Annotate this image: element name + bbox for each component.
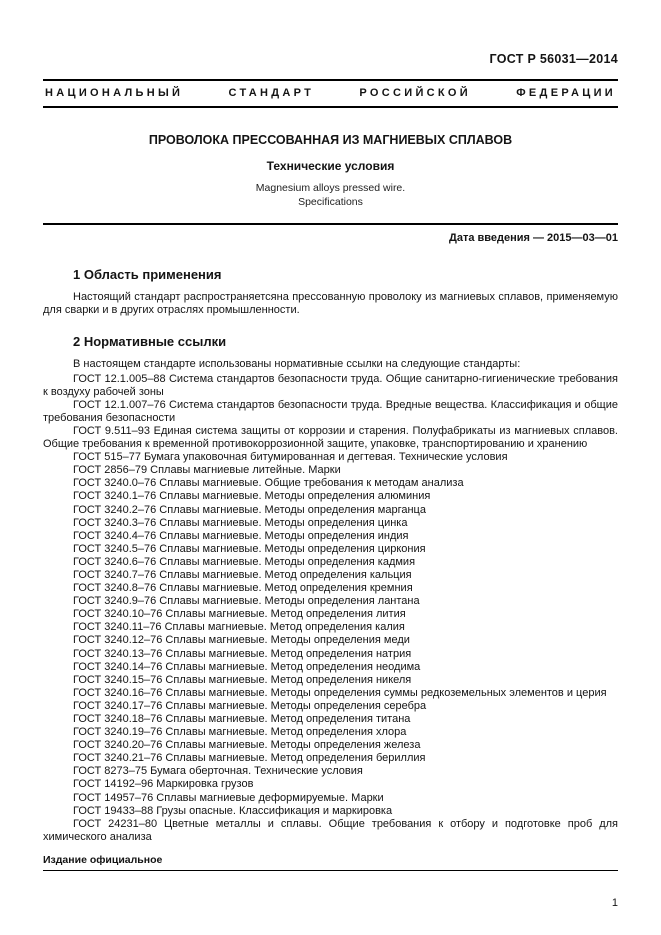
title-block: [43, 133, 618, 209]
page-footer: [43, 848, 618, 909]
document-title: ПРОВОЛОКА ПРЕССОВАННАЯ ИЗ МАГНИЕВЫХ СПЛАВОВ: [148, 133, 513, 147]
document-subtitle: Технические условия: [266, 159, 395, 173]
reference-item: ГОСТ 3240.4–76 Сплавы магниевые. Методы определения индия: [73, 529, 409, 542]
reference-item: ГОСТ 3240.20–76 Сплавы магниевые. Методы определения железа: [73, 739, 421, 752]
reference-item: ГОСТ 14192–96 Маркировка грузов: [73, 778, 254, 791]
reference-item: ГОСТ 3240.15–76 Сплавы магниевые. Метод определения никеля: [73, 673, 412, 686]
section-1-heading: 1 Область применения: [73, 267, 222, 283]
section-2-intro: В настоящем стандарте использованы нормативные ссылки на следующие стандарты:: [73, 358, 521, 371]
reference-item: ГОСТ 24231–80 Цветные металлы и сплавы. Общие требования к отбору и подготовке проб для химического анализа: [43, 817, 618, 843]
references-list: [43, 373, 618, 844]
reference-item: ГОСТ 3240.13–76 Сплавы магниевые. Метод определения натрия: [73, 647, 412, 660]
reference-item: ГОСТ 3240.2–76 Сплавы магниевые. Методы определения марганца: [73, 503, 426, 516]
footer-divider: [43, 870, 618, 871]
reference-item: ГОСТ 3240.5–76 Сплавы магниевые. Методы определения циркония: [73, 542, 426, 555]
title-english-line1: Magnesium alloys pressed wire.: [255, 182, 406, 194]
reference-item: ГОСТ 8273–75 Бумага оберточная. Технические условия: [73, 765, 363, 778]
reference-item: ГОСТ 3240.3–76 Сплавы магниевые. Методы определения цинка: [73, 516, 408, 529]
effective-date: Дата введения — 2015—03—01: [449, 232, 618, 245]
reference-item: ГОСТ 3240.10–76 Сплавы магниевые. Метод определения лития: [73, 608, 406, 621]
reference-item: ГОСТ 12.1.005–88 Система стандартов безопасности труда. Общие санитарно-гигиенические требования к воздуху рабочей зоны: [43, 372, 618, 398]
reference-item: ГОСТ 3240.7–76 Сплавы магниевые. Метод определения кальция: [73, 568, 412, 581]
page-number: 1: [611, 897, 618, 909]
reference-item: ГОСТ 3240.18–76 Сплавы магниевые. Метод определения титана: [73, 713, 411, 725]
reference-item: ГОСТ 12.1.007–76 Система стандартов безопасности труда. Вредные вещества. Классификация и общие требования безопасности: [43, 398, 618, 424]
reference-item: ГОСТ 3240.9–76 Сплавы магниевые. Методы определения лантана: [73, 595, 420, 608]
section-2-heading: 2 Нормативные ссылки: [73, 334, 227, 350]
title-english: [43, 182, 618, 209]
standard-type-banner: НАЦИОНАЛЬНЫЙ СТАНДАРТ РОССИЙСКОЙ ФЕДЕРАЦИИ: [43, 79, 618, 108]
doc-code: ГОСТ Р 56031—2014: [489, 52, 618, 66]
reference-item: ГОСТ 3240.6–76 Сплавы магниевые. Методы определения кадмия: [73, 555, 416, 568]
reference-item: ГОСТ 3240.11–76 Сплавы магниевые. Метод определения калия: [73, 621, 405, 634]
reference-item: ГОСТ 9.511–93 Единая система защиты от коррозии и старения. Полуфабрикаты из магниевых сплавов. Общие требования к временной противокоррозионной защите, упаковке, транспортированию и хранению: [43, 424, 618, 451]
reference-item: ГОСТ 3240.12–76 Сплавы магниевые. Методы определения меди: [73, 634, 410, 647]
title-english-line2: Specifications: [298, 195, 363, 208]
reference-item: ГОСТ 14957–76 Сплавы магниевые деформируемые. Марки: [73, 791, 384, 804]
reference-item: ГОСТ 3240.17–76 Сплавы магниевые. Методы определения серебра: [73, 699, 427, 712]
reference-item: ГОСТ 2856–79 Сплавы магниевые литейные. Марки: [73, 464, 341, 477]
header-divider: [43, 223, 618, 225]
reference-item: ГОСТ 19433–88 Грузы опасные. Классификация и маркировка: [73, 804, 393, 817]
reference-item: ГОСТ 3240.1–76 Сплавы магниевые. Методы определения алюминия: [73, 490, 431, 503]
reference-item: ГОСТ 3240.19–76 Сплавы магниевые. Метод определения хлора: [73, 726, 407, 739]
reference-item: ГОСТ 3240.14–76 Сплавы магниевые. Метод определения неодима: [73, 660, 421, 673]
section-1-paragraph: Настоящий стандарт распространяетсяна прессованную проволоку из магниевых сплавов, применяемую для сварки и в других отраслях промышленности.: [43, 291, 618, 317]
reference-item: ГОСТ 3240.8–76 Сплавы магниевые. Метод определения кремния: [73, 582, 413, 595]
reference-item: ГОСТ 3240.21–76 Сплавы магниевые. Метод определения бериллия: [73, 752, 426, 765]
reference-item: ГОСТ 3240.0–76 Сплавы магниевые. Общие требования к методам анализа: [73, 477, 464, 490]
edition-note: Издание официальное: [43, 854, 163, 866]
reference-item: ГОСТ 3240.16–76 Сплавы магниевые. Методы определения суммы редкоземельных элементов и церия: [73, 686, 607, 699]
reference-item: ГОСТ 515–77 Бумага упаковочная битумированная и дегтевая. Технические условия: [73, 451, 508, 464]
